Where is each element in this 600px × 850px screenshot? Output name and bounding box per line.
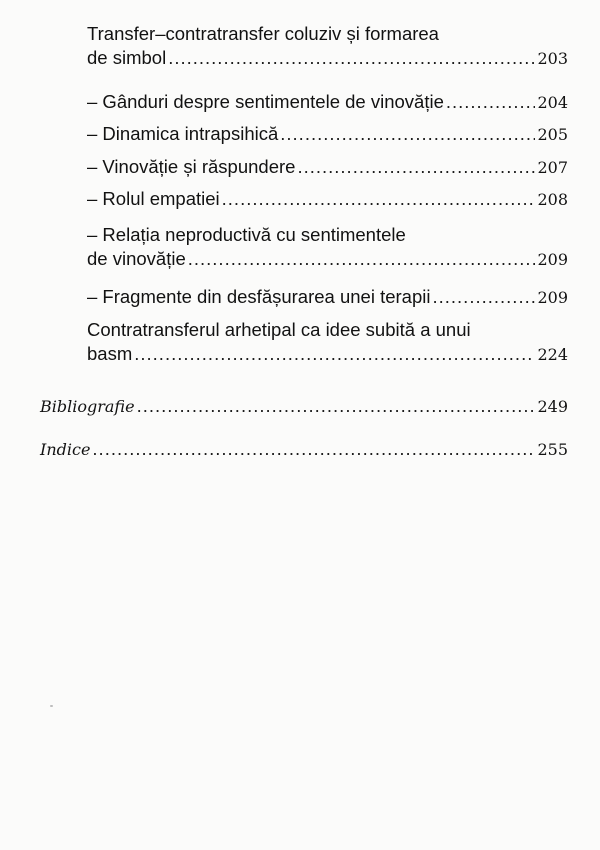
paper-speck bbox=[50, 705, 53, 707]
page-number: 209 bbox=[537, 288, 568, 307]
page-number: 255 bbox=[537, 440, 568, 459]
page-number: 205 bbox=[537, 125, 568, 144]
leader-dots bbox=[446, 90, 536, 114]
leader-dots bbox=[92, 437, 535, 461]
toc-entry-fragmente bbox=[87, 285, 568, 310]
leader-dots bbox=[134, 342, 535, 366]
toc-entry-title: – Dinamica intrapsihică bbox=[87, 123, 279, 144]
toc-entry-title: – Rolul empatiei bbox=[87, 188, 220, 209]
page-number: 203 bbox=[537, 49, 568, 68]
page-number: 224 bbox=[537, 345, 568, 364]
toc-entry-title: – Vinovăție și răspundere bbox=[87, 156, 296, 177]
toc-entry-title: Transfer–contratransfer coluziv și formarea bbox=[87, 23, 439, 44]
page-number: 207 bbox=[537, 158, 568, 177]
toc-entry-title-cont: de vinovăție bbox=[87, 248, 186, 269]
page-number: 204 bbox=[537, 93, 568, 112]
leader-dots bbox=[297, 155, 535, 179]
page-number: 209 bbox=[537, 250, 568, 269]
leader-dots bbox=[222, 187, 536, 211]
toc-entry-empatie bbox=[87, 187, 568, 212]
toc-entry-title: – Fragmente din desfășurarea unei terapii bbox=[87, 286, 431, 307]
toc-entry-relatia bbox=[87, 223, 568, 272]
toc-entry-title-cont: basm bbox=[87, 343, 133, 364]
toc-entry-transfer bbox=[87, 22, 568, 71]
leader-dots bbox=[432, 285, 535, 309]
page-number: 249 bbox=[537, 397, 568, 416]
leader-dots bbox=[168, 46, 535, 70]
toc-entry-dinamica bbox=[87, 122, 568, 147]
toc-entry-title: Bibliografie bbox=[40, 397, 135, 416]
toc-entry-bibliografie bbox=[40, 394, 568, 419]
toc-entry-contratransfer bbox=[87, 318, 568, 367]
page-number: 208 bbox=[537, 190, 568, 209]
toc-entry-vinovatie bbox=[87, 155, 568, 180]
toc-entry-indice bbox=[40, 437, 568, 462]
toc-entry-title: – Relația neproductivă cu sentimentele bbox=[87, 224, 406, 245]
toc-entry-title: – Gânduri despre sentimentele de vinovăție bbox=[87, 91, 444, 112]
toc-entry-title: Contratransferul arhetipal ca idee subită a unui bbox=[87, 319, 471, 340]
toc-entry-title: Indice bbox=[40, 440, 91, 459]
toc-entry-ganduri bbox=[87, 90, 568, 115]
toc-entry-title-cont: de simbol bbox=[87, 47, 167, 68]
leader-dots bbox=[188, 247, 536, 271]
leader-dots bbox=[137, 394, 536, 418]
leader-dots bbox=[280, 122, 535, 146]
